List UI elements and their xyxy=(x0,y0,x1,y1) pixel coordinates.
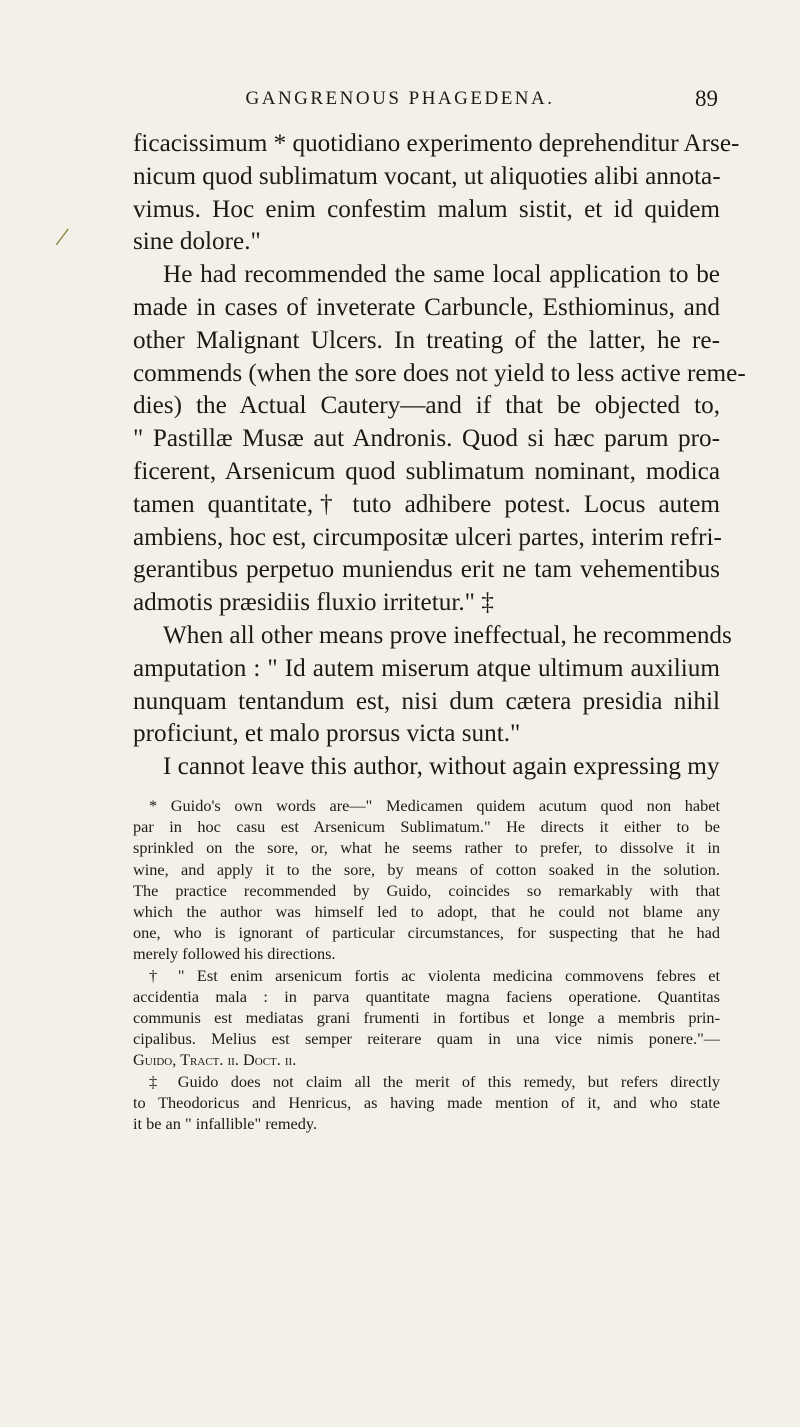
text-line: sine dolore." xyxy=(133,228,261,256)
text-line: admotis præsidiis fluxio irritetur." ‡ xyxy=(133,589,494,617)
text-line: commends (when the sore does not yield to less active reme- xyxy=(133,359,746,387)
footnote-line: sprinkled on the sore, or, what he seems rather to prefer, to dissolve it in xyxy=(133,838,720,858)
text-line: nunquam tentandum est, nisi dum cætera presidia nihil xyxy=(133,687,720,715)
text-line: ambiens, hoc est, circumpositæ ulceri partes, interim refri- xyxy=(133,523,722,551)
footnote-line: it be an " infallible" remedy. xyxy=(133,1114,318,1134)
footnote-line: accidentia mala : in parva quantitate magna faciens operatione. Quantitas xyxy=(133,986,720,1006)
body-paragraph xyxy=(133,259,746,620)
body-text xyxy=(133,128,746,784)
text-line: amputation : " Id autem miserum atque ultimum auxilium xyxy=(133,654,720,682)
text-line: other Malignant Ulcers. In treating of the latter, he re- xyxy=(133,326,720,354)
text-line: tamen quantitate,† tuto adhibere potest. Locus autem xyxy=(133,490,720,518)
footnote-line: one, who is ignorant of particular circumstances, for suspecting that he had xyxy=(133,923,720,943)
footnote-line: The practice recommended by Guido, coincides so remarkably with that xyxy=(133,880,720,900)
text-line: proficiunt, et malo prorsus victa sunt." xyxy=(133,720,521,748)
text-line: " Pastillæ Musæ aut Andronis. Quod si hæc parum pro- xyxy=(133,425,720,453)
footnote-line: communis est mediatas grani frumenti in fortibus et longe a membris prin- xyxy=(133,1008,720,1028)
footnotes xyxy=(133,795,720,1134)
footnote-line: cipalibus. Melius est semper reiterare quam in una vice nimis ponere."— xyxy=(133,1029,720,1049)
footnote-line: * Guido's own words are—" Medicamen quidem acutum quod non habet xyxy=(149,796,720,815)
text-line: gerantibus perpetuo muniendus erit ne tam vehementibus xyxy=(133,556,720,584)
footnote-line: Guido, Tract. ii. Doct. ii. xyxy=(133,1050,297,1070)
text-line: He had recommended the same local application to be xyxy=(163,261,720,289)
footnote-line: par in hoc casu est Arsenicum Sublimatum." He directs it either to be xyxy=(133,817,720,837)
body-paragraph xyxy=(133,620,732,751)
footnote xyxy=(133,965,720,1071)
text-line: When all other means prove ineffectual, he recommends xyxy=(163,621,732,649)
margin-mark-icon: / xyxy=(53,221,71,254)
body-paragraph xyxy=(133,128,740,259)
footnote-line: ‡ Guido does not claim all the merit of this remedy, but refers directly xyxy=(149,1071,720,1091)
text-line: dies) the Actual Cautery—and if that be objected to, xyxy=(133,392,720,420)
footnote-line: to Theodoricus and Henricus, as having made mention of it, and who state xyxy=(133,1092,720,1112)
footnote-line: which the author was himself led to adopt, that he could not blame any xyxy=(133,902,720,922)
text-line: ficerent, Arsenicum quod sublimatum nominant, modica xyxy=(133,457,720,485)
text-line: made in cases of inveterate Carbuncle, Esthiominus, and xyxy=(133,293,720,321)
footnote xyxy=(133,795,720,965)
footnote-line: † " Est enim arsenicum fortis ac violenta medicina commovens febres et xyxy=(149,965,720,985)
running-head: GANGRENOUS PHAGEDENA. xyxy=(245,88,555,109)
text-line: nicum quod sublimatum vocant, ut aliquoties alibi annota- xyxy=(133,162,721,190)
text-line: I cannot leave this author, without again expressing my xyxy=(163,753,720,781)
footnote-line: wine, and apply it to the sore, by means of cotton soaked in the solution. xyxy=(133,859,720,879)
body-paragraph xyxy=(133,751,720,784)
footnote xyxy=(133,1071,720,1135)
footnote-line: merely followed his directions. xyxy=(133,944,336,964)
page-number: 89 xyxy=(695,86,718,111)
text-line: vimus. Hoc enim confestim malum sistit, et id quidem xyxy=(133,195,720,223)
page-header xyxy=(0,88,800,118)
text-line: ficacissimum * quotidiano experimento deprehenditur Arse- xyxy=(133,130,740,157)
